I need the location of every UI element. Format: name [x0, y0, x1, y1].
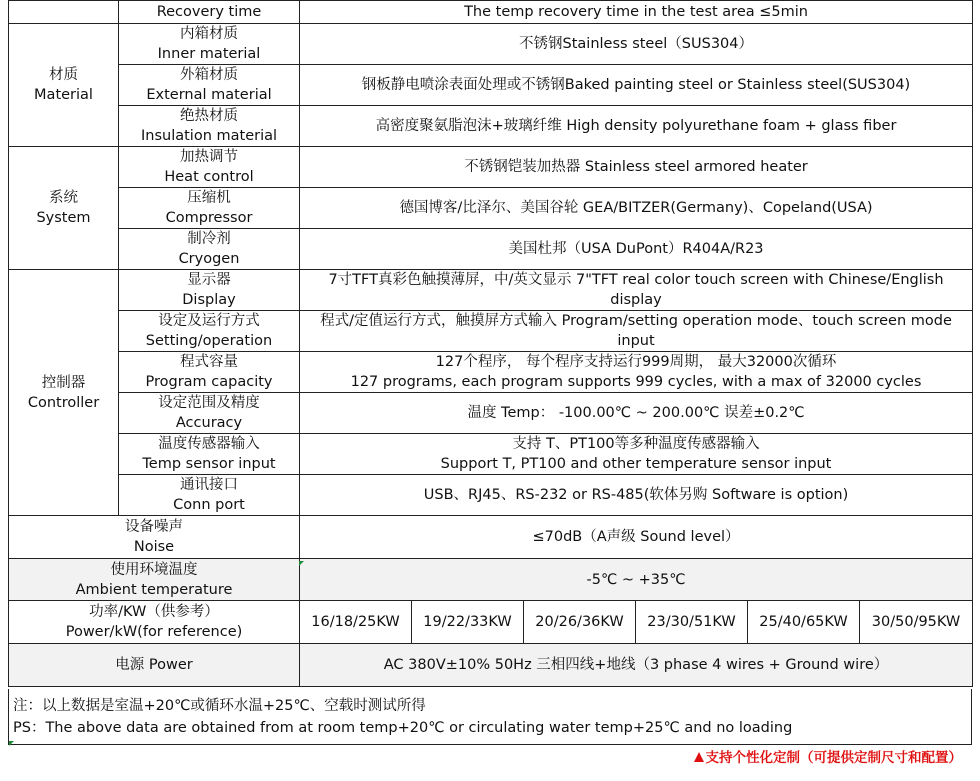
power-value-cell: 16/18/25KW: [300, 601, 412, 644]
label-external-material: 外箱材质 External material: [119, 65, 300, 106]
note-chinese: 注：以上数据是室温+20℃或循环水温+25℃、空载时测试所得: [13, 698, 426, 714]
row-external-material: [9, 65, 973, 106]
row-conn-port: [9, 475, 973, 516]
value-insulation-material: 高密度聚氨脂泡沫+玻璃纤维 High density polyurethane foam + glass fiber: [300, 106, 973, 147]
cell-comment-marker: [299, 561, 304, 566]
label-noise: 设备噪声 Noise: [9, 516, 300, 559]
row-inner-material: [9, 24, 973, 65]
label-cryogen: 制冷剂 Cryogen: [119, 229, 300, 270]
power-value-cell: 30/50/95KW: [860, 601, 973, 644]
group-material: 材质 Material: [9, 24, 119, 147]
value-temp-sensor: 支持 T、PT100等多种温度传感器输入 Support T, PT100 and other temperature sensor input: [300, 434, 973, 475]
row-noise: [9, 516, 973, 559]
row-temp-sensor: [9, 434, 973, 475]
warning-triangle-icon: [694, 752, 704, 762]
note-english: PS：The above data are obtained from at room temp+20℃ or circulating water temp+25℃ and no loading: [13, 720, 793, 736]
value-inner-material: 不锈钢Stainless steel（SUS304）: [300, 24, 973, 65]
cell-comment-marker: [9, 741, 14, 746]
label-inner-material: 内箱材质 Inner material: [119, 24, 300, 65]
label-compressor: 压缩机 Compressor: [119, 188, 300, 229]
label-heat-control: 加热调节 Heat control: [119, 147, 300, 188]
row-compressor: [9, 188, 973, 229]
value-external-material: 钢板静电喷涂表面处理或不锈钢Baked painting steel or Stainless steel(SUS304): [300, 65, 973, 106]
row-recovery-time: [9, 1, 973, 24]
row-cryogen: [9, 229, 973, 270]
value-compressor: 德国博客/比泽尔、美国谷轮 GEA/BITZER(Germany)、Copeland(USA): [300, 188, 973, 229]
label-conn-port: 通讯接口 Conn port: [119, 475, 300, 516]
row-setting-operation: [9, 311, 973, 352]
value-ambient-temperature: -5℃ ~ +35℃: [300, 559, 973, 601]
value-display: 7寸TFT真彩色触摸薄屏，中/英文显示 7"TFT real color touch screen with Chinese/English display: [300, 270, 973, 311]
label-power: 功率/KW（供参考） Power/kW(for reference): [9, 601, 300, 644]
label-power-supply: 电源 Power: [9, 644, 300, 687]
notes-box: [8, 689, 972, 745]
label-ambient-temperature: 使用环境温度 Ambient temperature: [9, 559, 300, 601]
power-value-cell: 20/26/36KW: [524, 601, 636, 644]
value-noise: ≤70dB（A声级 Sound level）: [300, 516, 973, 559]
spec-table: [8, 0, 973, 687]
label-insulation-material: 绝热材质 Insulation material: [119, 106, 300, 147]
row-program-capacity: [9, 352, 973, 393]
label-display: 显示器 Display: [119, 270, 300, 311]
value-setting-operation: 程式/定值运行方式，触摸屏方式输入 Program/setting operation mode、touch screen mode input: [300, 311, 973, 352]
power-value-cell: 19/22/33KW: [412, 601, 524, 644]
value-cryogen: 美国杜邦（USA DuPont）R404A/R23: [300, 229, 973, 270]
group-cell: [9, 1, 119, 24]
label-temp-sensor: 温度传感器输入 Temp sensor input: [119, 434, 300, 475]
group-system: 系统 System: [9, 147, 119, 270]
row-display: [9, 270, 973, 311]
row-accuracy: [9, 393, 973, 434]
label-program-capacity: 程式容量 Program capacity: [119, 352, 300, 393]
value-program-capacity: 127个程序， 每个程序支持运行999周期， 最大32000次循环 127 programs, each program supports 999 cycles, with a max of 32000 cycles: [300, 352, 973, 393]
value-heat-control: 不锈钢铠装加热器 Stainless steel armored heater: [300, 147, 973, 188]
row-power: [9, 601, 973, 644]
label-accuracy: 设定范围及精度 Accuracy: [119, 393, 300, 434]
value-recovery-time: The temp recovery time in the test area ≤5min: [300, 1, 973, 24]
power-value-cell: 25/40/65KW: [748, 601, 860, 644]
value-power-supply: AC 380V±10% 50Hz 三相四线+地线（3 phase 4 wires + Ground wire）: [300, 644, 973, 687]
row-insulation-material: [9, 106, 973, 147]
value-conn-port: USB、RJ45、RS-232 or RS-485(软体另购 Software is option): [300, 475, 973, 516]
group-controller: 控制器 Controller: [9, 270, 119, 516]
value-accuracy: 温度 Temp： -100.00℃ ~ 200.00℃ 误差±0.2℃: [300, 393, 973, 434]
row-heat-control: [9, 147, 973, 188]
power-value-cell: 23/30/51KW: [636, 601, 748, 644]
customization-tagline: 支持个性化定制（可提供定制尺寸和配置）: [694, 748, 963, 768]
row-ambient-temperature: [9, 559, 973, 601]
row-power-supply: [9, 644, 973, 687]
label-recovery-time: Recovery time: [119, 1, 300, 24]
label-setting-operation: 设定及运行方式 Setting/operation: [119, 311, 300, 352]
